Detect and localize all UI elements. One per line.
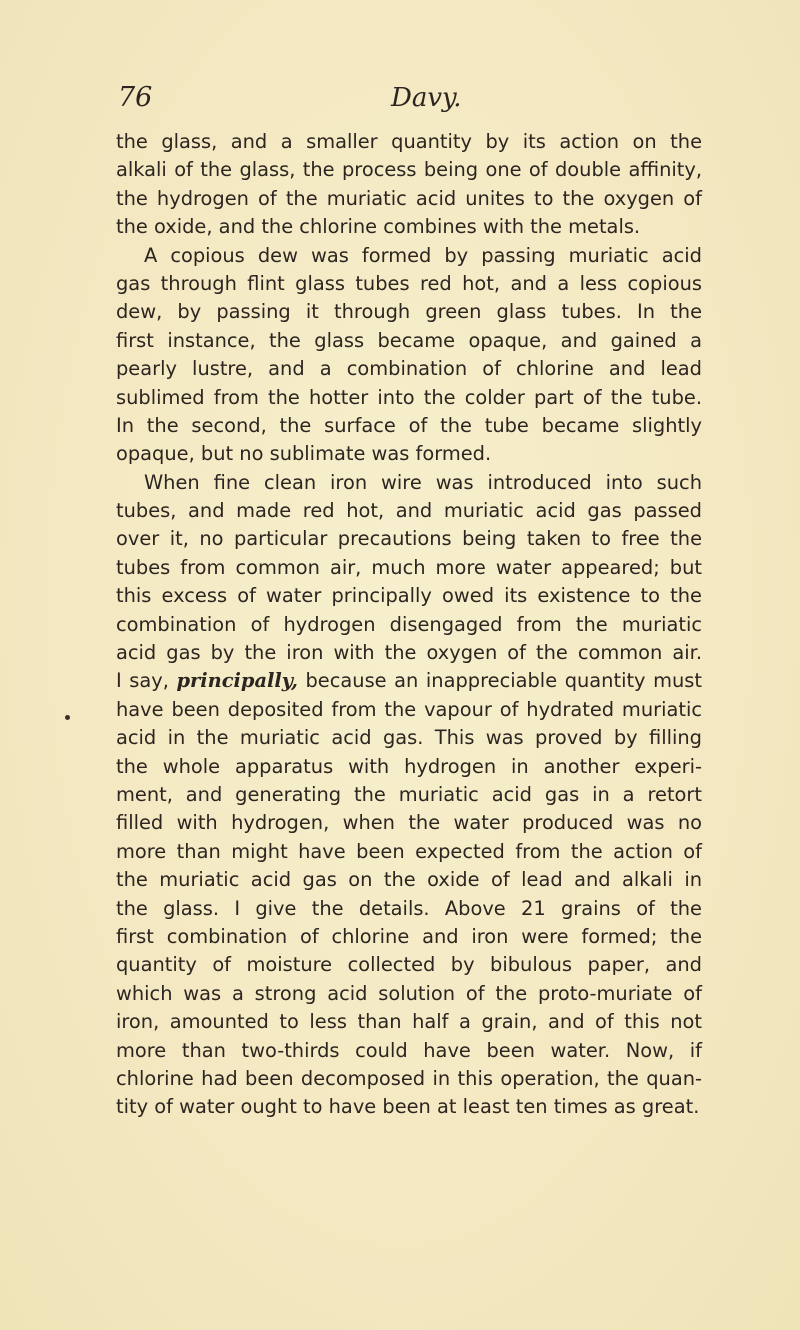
body-text <box>116 128 702 1122</box>
text-line: acid in the muriatic acid gas. This was proved by filling <box>116 726 702 750</box>
text-line: When fine clean iron wire was introduced into such <box>144 470 702 494</box>
text-line: tubes, and made red hot, and muriatic acid gas passed <box>116 499 702 523</box>
text-line: iron, amounted to less than half a grain, and of this not <box>116 1010 702 1034</box>
text-line: the glass. I give the details. Above 21 grains of the <box>116 896 702 920</box>
text-line: opaque, but no sublimate was formed. <box>116 442 492 466</box>
text-line: alkali of the glass, the process being one of double affinity, <box>116 158 702 182</box>
text-line: A copious dew was formed by passing muriatic acid <box>144 243 702 267</box>
text-line: gas through flint glass tubes red hot, and a less copious <box>116 271 702 295</box>
text-line: the whole apparatus with hydrogen in another experi- <box>116 754 702 778</box>
text-line: which was a strong acid solution of the proto-muriate of <box>116 981 702 1005</box>
text-line: quantity of moisture collected by bibulous paper, and <box>116 953 702 977</box>
text-line: pearly lustre, and a combination of chlorine and lead <box>116 357 702 381</box>
text-line: acid gas by the iron with the oxygen of the common air. <box>116 641 702 665</box>
margin-mark <box>65 715 70 720</box>
emphasis-word: principally, <box>176 669 298 693</box>
text-line: the hydrogen of the muriatic acid unites to the oxygen of <box>116 186 702 210</box>
text-line-emphasis <box>116 667 702 695</box>
text-line: ment, and generating the muriatic acid gas in a retort <box>116 782 702 806</box>
text-fragment: I say, <box>116 669 177 693</box>
page-number: 76 <box>118 82 153 113</box>
text-fragment: because an inappreciable quantity must <box>305 669 702 693</box>
text-line: filled with hydrogen, when the water produced was no <box>116 811 702 835</box>
text-line: dew, by passing it through green glass tubes. In the <box>116 300 702 324</box>
text-line: more than might have been expected from the action of <box>116 839 702 863</box>
text-line: chlorine had been decomposed in this operation, the quan- <box>116 1066 702 1090</box>
text-line: combination of hydrogen disengaged from the muriatic <box>116 612 702 636</box>
text-line: more than two-thirds could have been water. Now, if <box>116 1038 702 1062</box>
text-line: have been deposited from the vapour of hydrated muriatic <box>116 697 702 721</box>
text-line: this excess of water principally owed its existence to the <box>116 584 702 608</box>
text-line: tubes from common air, much more water appeared; but <box>116 555 702 579</box>
running-title: Davy. <box>391 83 462 113</box>
text-line: the oxide, and the chlorine combines with the metals. <box>116 215 641 239</box>
text-line: the muriatic acid gas on the oxide of lead and alkali in <box>116 868 702 892</box>
text-line: over it, no particular precautions being taken to free the <box>116 527 702 551</box>
text-line: first combination of chlorine and iron were formed; the <box>116 924 702 948</box>
text-line: sublimed from the hotter into the colder part of the tube. <box>116 385 702 409</box>
text-line: tity of water ought to have been at least ten times as great. <box>116 1095 700 1119</box>
text-line: first instance, the glass became opaque, and gained a <box>116 328 702 352</box>
text-line: the glass, and a smaller quantity by its action on the <box>116 130 702 153</box>
text-line: In the second, the surface of the tube became slightly <box>116 413 702 437</box>
running-head <box>118 78 698 118</box>
